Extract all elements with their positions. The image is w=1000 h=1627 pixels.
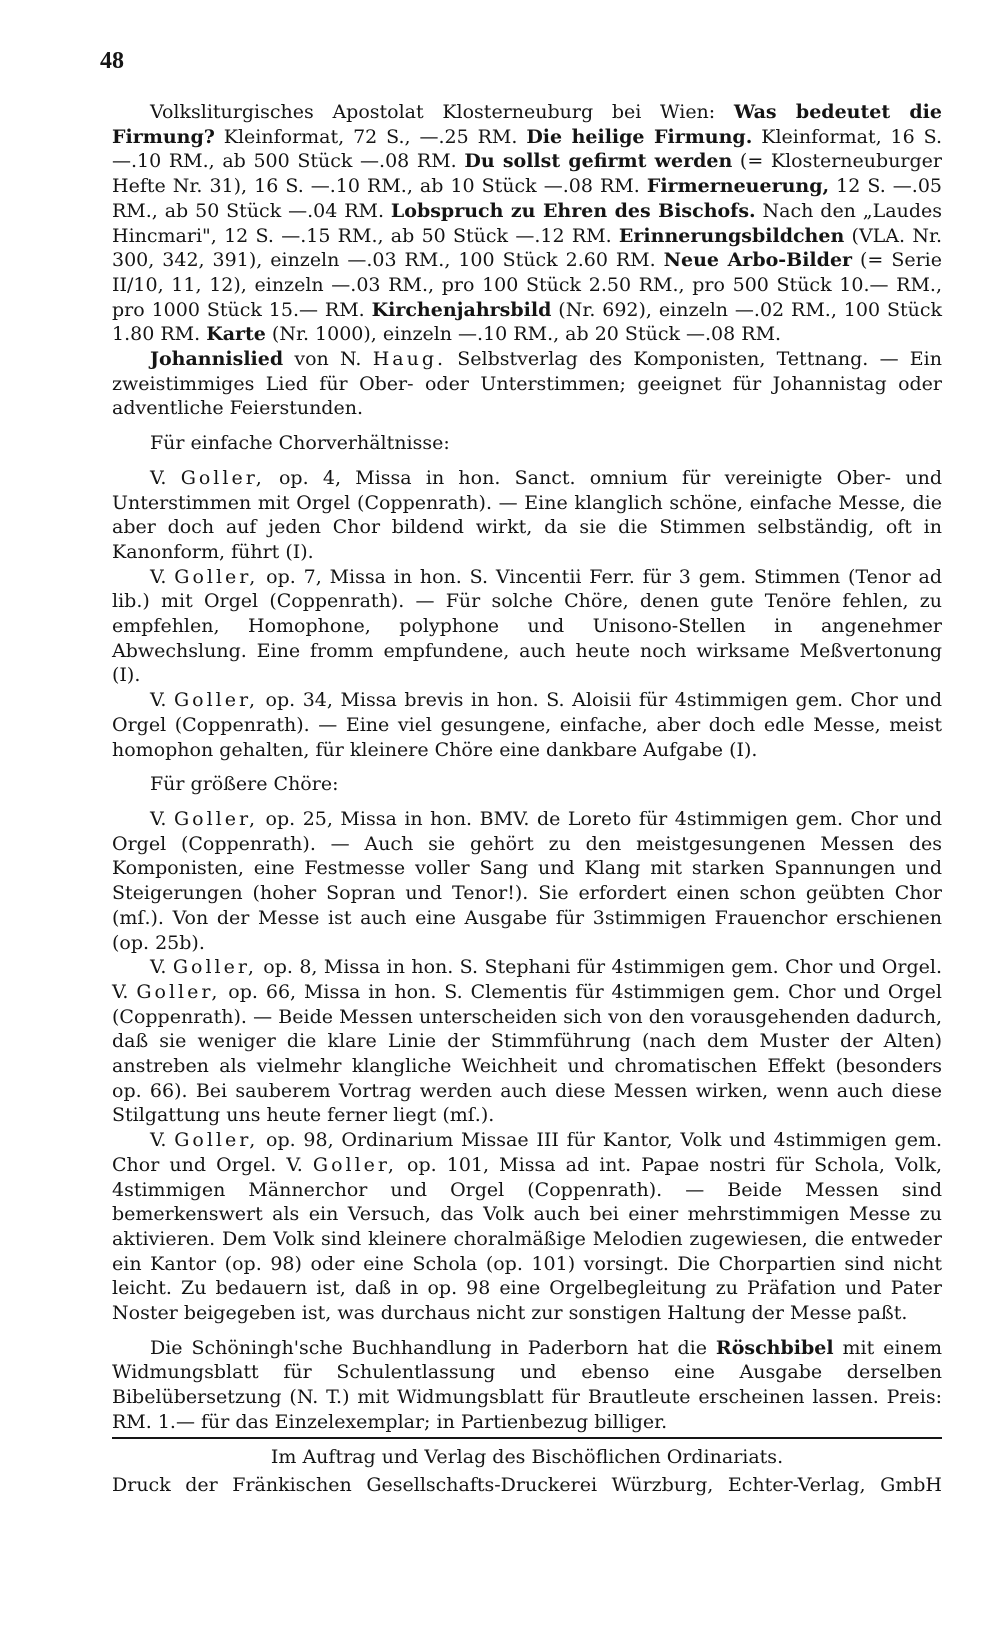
title-bold: Kirchenjahrsbild: [371, 298, 552, 321]
title-bold: Erinnerungsbildchen: [618, 224, 845, 247]
page-number: 48: [100, 48, 124, 74]
title-bold: Johannislied: [150, 348, 284, 371]
text: Nach den „Laudes Hincmari", 12 S. —.15 RM., ab 50 Stück —.12 RM.: [112, 199, 942, 247]
text: V.: [150, 807, 174, 830]
review-op8-op66: [112, 955, 942, 1128]
author-spaced: Haug.: [372, 348, 447, 371]
title-bold: Lobspruch zu Ehren des Bischofs.: [390, 199, 756, 222]
printer-line: Druck der Fränkischen Gesellschafts-Druckerei Würzburg, Echter-Verlag, GmbH: [112, 1474, 942, 1496]
heading-simple-choirs: Für einfache Chorverhältnisse:: [150, 432, 450, 455]
text: (= Klosterneuburger Hefte Nr. 31), 16 S. —.10 RM., ab 10 Stück —.08 RM.: [112, 150, 942, 198]
text: op. 101, Missa ad int. Papae nostri für Schola, Volk, 4stimmigen Männerchor und Orgel (Coppenrath). — Beide Messen sind bemerkenswert als ein Versuch, das Volk auch bei einer mehrstimmigen Messe zu aktivieren. Dem Volk sind kleinere choralmäßige Melodien zugewiesen, die entweder ein Kantor (op. 98) oder eine Schola (op. 101) vorsingt. Die Chorpartien sind nicht leicht. Zu bedauern ist, daß in op. 98 eine Orgelbegleitung zu Präfation und Pater Noster beigegeben ist, was durchaus nicht zur sonstigen Haltung der Messe paßt.: [112, 1153, 942, 1325]
text: op. 25, Missa in hon. BMV. de Loreto für 4stimmigen gem. Chor und Orgel (Coppenrath). — Auch sie gehört zu den meistgesungenen Messen des Komponisten, eine Festmesse voller Sang und Klang mit starken Spannungen und Steigerungen (hoher Sopran und Tenor!). Sie erfordert einen schon geübten Chor (mſ.). Von der Messe ist auch eine Ausgabe für 3stimmigen Frauenchor erschienen (op. 25b).: [112, 807, 942, 954]
title-bold: Du sollst gefirmt werden: [464, 150, 733, 173]
title-bold: Karte: [206, 323, 266, 346]
footer-divider: [112, 1437, 942, 1439]
author-spaced: Goller,: [172, 956, 257, 979]
text: V.: [150, 466, 181, 489]
paragraph-firmung-publications: [112, 100, 942, 347]
author-spaced: Goller,: [174, 1129, 259, 1152]
review-op7: [112, 565, 942, 689]
text: op. 7, Missa in hon. S. Vincentii Ferr. für 3 gem. Stimmen (Tenor ad lib.) mit Orgel (Coppenrath). — Für solche Chöre, denen gute Tenöre fehlen, zu empfehlen, Homophone, polyphone und Unisono-Stellen in angenehmer Abwechslung. Eine fromm empfundene, auch heute noch wirksame Meßvertonung (I).: [112, 565, 942, 687]
author-spaced: Goller,: [180, 466, 265, 489]
review-op34: [112, 688, 942, 762]
imprint-line: Im Auftrag und Verlag des Bischöflichen Ordinariats.: [270, 1446, 784, 1468]
text: 12 S. —.05 RM., ab 50 Stück —.04 RM.: [112, 175, 943, 222]
text: Selbstverlag des Komponisten, Tettnang. — Ein zweistimmiges Lied für Ober- oder Unterstimmen; geeignet für Johannistag oder adventliche Feierstunden.: [112, 348, 942, 420]
text: Kleinformat, 16 S. —.10 RM., ab 500 Stück —.08 RM.: [112, 125, 943, 173]
text: mit einem Widmungsblatt für Schulentlassung und ebenso eine Ausgabe derselben Bibelübersetzung (N. T.) mit Widmungsblatt für Brautleute erscheinen lassen. Preis: RM. 1.— für das Einzelexemplar; in Partienbezug billiger.: [112, 1336, 942, 1433]
text: V.: [150, 565, 175, 588]
text: op. 8, Missa in hon. S. Stephani für 4stimmigen gem. Chor und Orgel. V.: [112, 956, 942, 1003]
author-spaced: Goller,: [173, 689, 259, 712]
title-bold: Die heilige Firmung.: [526, 125, 753, 148]
text: op. 98, Ordinarium Missae III für Kantor, Volk und 4stimmigen gem. Chor und Orgel. V.: [112, 1129, 943, 1176]
text: von N.: [283, 348, 373, 371]
text: op. 66, Missa in hon. S. Clementis für 4stimmigen gem. Chor und Orgel (Coppenrath). — Beide Messen unterscheiden sich von den vorausgehenden dadurch, daß sie weniger die klare Linie der Stimmführung (nach dem Muster der Alten) anstreben als vielmehr klangliche Weichheit und chromatischen Effekt (besonders op. 66). Bei sauberem Vortrag werden auch diese Messen wirken, wenn auch diese Stilgattung uns heute ferner liegt (mſ.).: [112, 980, 942, 1127]
author-spaced: Goller,: [174, 565, 259, 588]
review-op98-op101: [112, 1128, 942, 1326]
title-bold: Was bedeutet die Firmung?: [112, 101, 942, 148]
text: V.: [150, 956, 173, 979]
review-op25: [112, 807, 942, 955]
paragraph-johannislied: [112, 347, 942, 421]
text: V.: [150, 1129, 175, 1152]
text: (Nr. 692), einzeln —.02 RM., 100 Stück 1.80 RM.: [112, 298, 942, 346]
text: (Nr. 1000), einzeln —.10 RM., ab 20 Stück —.08 RM.: [265, 323, 782, 346]
text: V.: [150, 689, 174, 712]
text: Die Schöningh'sche Buchhandlung in Paderborn hat die: [150, 1336, 716, 1359]
main-text: [112, 100, 942, 1435]
title-bold: Röschbibel: [715, 1336, 834, 1359]
title-bold: Firmerneuerung,: [646, 175, 830, 198]
text: (VLA. Nr. 300, 342, 391), einzeln —.03 RM., 100 Stück 2.60 RM.: [112, 224, 942, 272]
author-spaced: Goller,: [173, 807, 259, 830]
text: Kleinformat, 72 S., —.25 RM.: [214, 125, 527, 148]
author-spaced: Goller,: [136, 980, 221, 1003]
title-bold: Neue Arbo-Bilder: [663, 249, 853, 272]
text: op. 4, Missa in hon. Sanct. omnium für vereinigte Ober- und Unterstimmen mit Orgel (Coppenrath). — Eine klanglich schöne, einfache Messe, die aber doch auf jeden Chor bildend wirkt, da sie die Stimmen selbständig, oft in Kanonform, führt (I).: [112, 466, 942, 563]
text: Volksliturgisches Apostolat Klosterneuburg bei Wien:: [150, 101, 734, 123]
heading-large-choirs: Für größere Chöre:: [150, 773, 339, 796]
text: op. 34, Missa brevis in hon. S. Aloisii für 4stimmigen gem. Chor und Orgel (Coppenrath). — Eine viel gesungene, einfache, aber doch edle Messe, meist homophon gehalten, für kleinere Chöre eine dankbare Aufgabe (I).: [112, 689, 942, 761]
text: (= Serie II/10, 11, 12), einzeln —.03 RM., pro 100 Stück 2.50 RM., pro 500 Stück 10.— RM., pro 1000 Stück 15.— RM.: [112, 249, 942, 321]
author-spaced: Goller,: [312, 1153, 397, 1176]
paragraph-bible-notice: [112, 1336, 942, 1435]
review-op4: [112, 466, 942, 565]
